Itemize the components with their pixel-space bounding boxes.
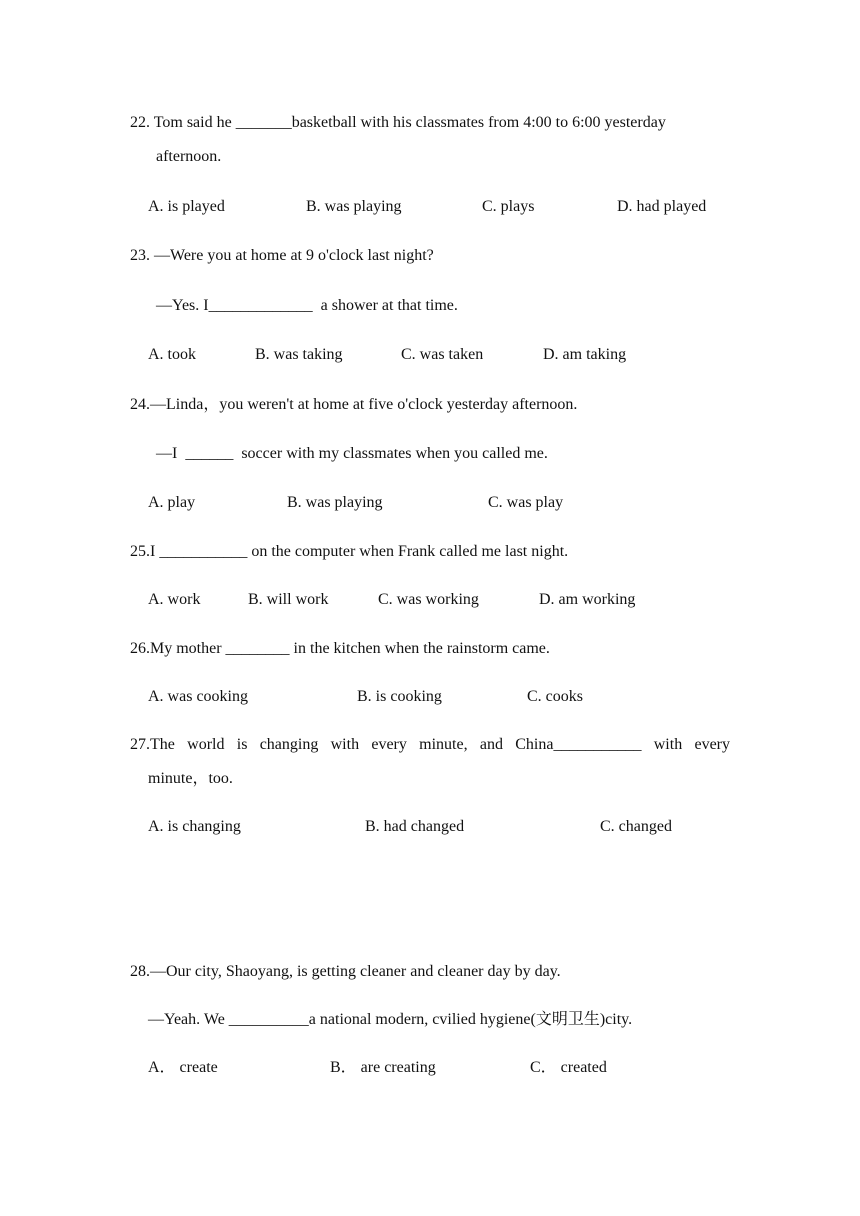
option-c: C. was taken bbox=[401, 346, 484, 363]
question-text: 23. —Were you at home at 9 o'clock last night? bbox=[130, 247, 434, 264]
option-b: B. was taking bbox=[255, 346, 343, 363]
option-d: D. had played bbox=[617, 198, 707, 215]
option-d: D. am taking bbox=[543, 346, 627, 363]
option-a: A. took bbox=[148, 346, 196, 363]
option-a: A. play bbox=[148, 494, 196, 511]
option-b: B. had changed bbox=[365, 818, 465, 835]
answer-line: —I ______ soccer with my classmates when you called me. bbox=[156, 445, 548, 462]
option-a: A. was cooking bbox=[148, 688, 248, 705]
option-c: C. was play bbox=[488, 494, 564, 511]
option-b: B. was playing bbox=[287, 494, 383, 511]
option-b: B． are creating bbox=[330, 1059, 436, 1076]
option-c: C. was working bbox=[378, 591, 479, 608]
question-text: 25.I ___________ on the computer when Frank called me last night. bbox=[130, 543, 569, 560]
option-c: C. cooks bbox=[527, 688, 583, 705]
option-c: C． created bbox=[530, 1059, 607, 1076]
question-text: 27.The world is changing with every minute, and China___________ with every bbox=[130, 736, 730, 753]
option-b: B. was playing bbox=[306, 198, 402, 215]
question-text: 26.My mother ________ in the kitchen when the rainstorm came. bbox=[130, 640, 550, 657]
question-text: 24.—Linda，you weren't at home at five o'clock yesterday afternoon. bbox=[130, 396, 578, 413]
question-text: 22. Tom said he _______basketball with his classmates from 4:00 to 6:00 yesterday bbox=[130, 114, 666, 131]
option-a: A. is played bbox=[148, 198, 225, 215]
option-a: A. is changing bbox=[148, 818, 241, 835]
option-a: A. work bbox=[148, 591, 201, 608]
answer-line: —Yeah. We __________a national modern, cvilied hygiene(文明卫生)city. bbox=[148, 1011, 633, 1028]
option-c: C. plays bbox=[482, 198, 535, 215]
answer-line: —Yes. I_____________ a shower at that time. bbox=[156, 297, 458, 314]
question-text-continued: minute，too. bbox=[148, 770, 233, 787]
option-c: C. changed bbox=[600, 818, 672, 835]
question-text: 28.—Our city, Shaoyang, is getting cleaner and cleaner day by day. bbox=[130, 963, 561, 980]
option-b: B. will work bbox=[248, 591, 329, 608]
option-b: B. is cooking bbox=[357, 688, 442, 705]
option-d: D. am working bbox=[539, 591, 636, 608]
option-a: A． create bbox=[148, 1059, 218, 1076]
question-text-continued: afternoon. bbox=[156, 148, 222, 165]
